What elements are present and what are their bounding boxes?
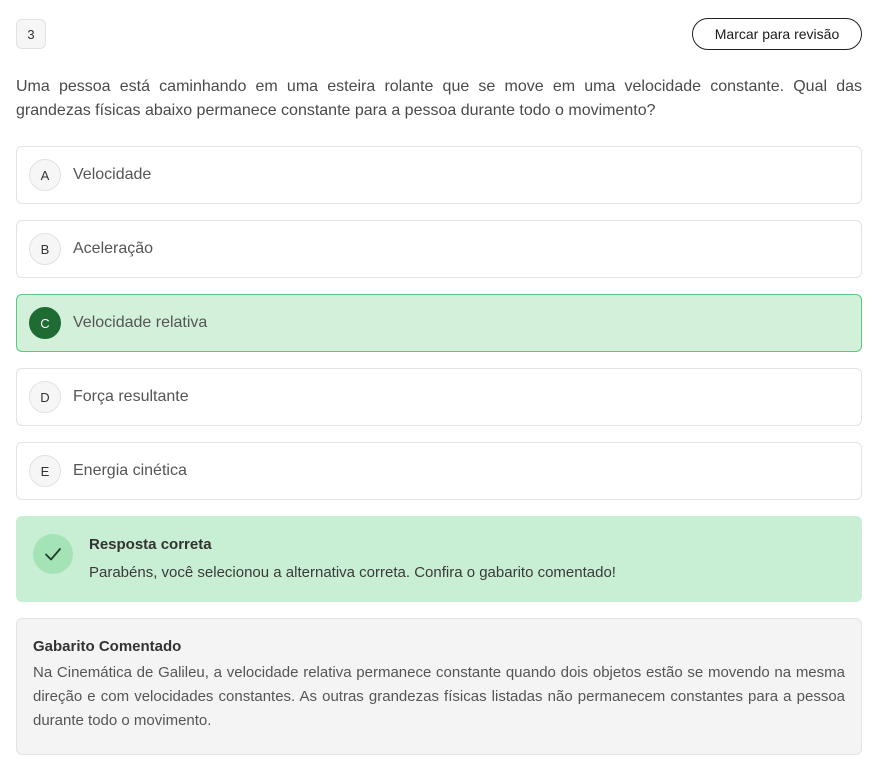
option-letter: D (29, 381, 61, 413)
option-a[interactable] (16, 146, 862, 204)
option-label: Energia cinética (73, 462, 187, 479)
question-number-badge: 3 (16, 19, 46, 49)
explanation-text: Na Cinemática de Galileu, a velocidade relativa permanece constante quando dois objetos estão se movendo na mesma direção e com velocidades constantes. As outras grandezas físicas listadas não permanecem constantes para a pessoa durante todo o movimento. (33, 664, 845, 729)
option-b[interactable] (16, 220, 862, 278)
check-icon (33, 534, 73, 574)
question-text: Uma pessoa está caminhando em uma esteira rolante que se move em uma velocidade constante. Qual das grandezas físicas abaixo permanece constante para a pessoa durante todo o movimento? (16, 78, 862, 119)
feedback-text: Parabéns, você selecionou a alternativa correta. Confira o gabarito comentado! (89, 564, 616, 581)
option-label: Velocidade (73, 166, 152, 183)
option-e[interactable] (16, 442, 862, 500)
option-d[interactable] (16, 368, 862, 426)
question-header (16, 19, 862, 50)
option-c[interactable] (16, 294, 862, 352)
option-letter: C (29, 307, 61, 339)
option-label: Aceleração (73, 240, 154, 257)
option-letter: A (29, 159, 61, 191)
feedback-title: Resposta correta (89, 536, 212, 553)
option-letter: B (29, 233, 61, 265)
option-letter: E (29, 455, 61, 487)
option-label: Força resultante (73, 388, 189, 405)
option-label: Velocidade relativa (73, 314, 208, 331)
answer-explanation (16, 618, 862, 755)
correct-answer-feedback (16, 516, 862, 602)
explanation-title: Gabarito Comentado (33, 638, 182, 655)
mark-for-review-button[interactable]: Marcar para revisão (692, 18, 862, 50)
